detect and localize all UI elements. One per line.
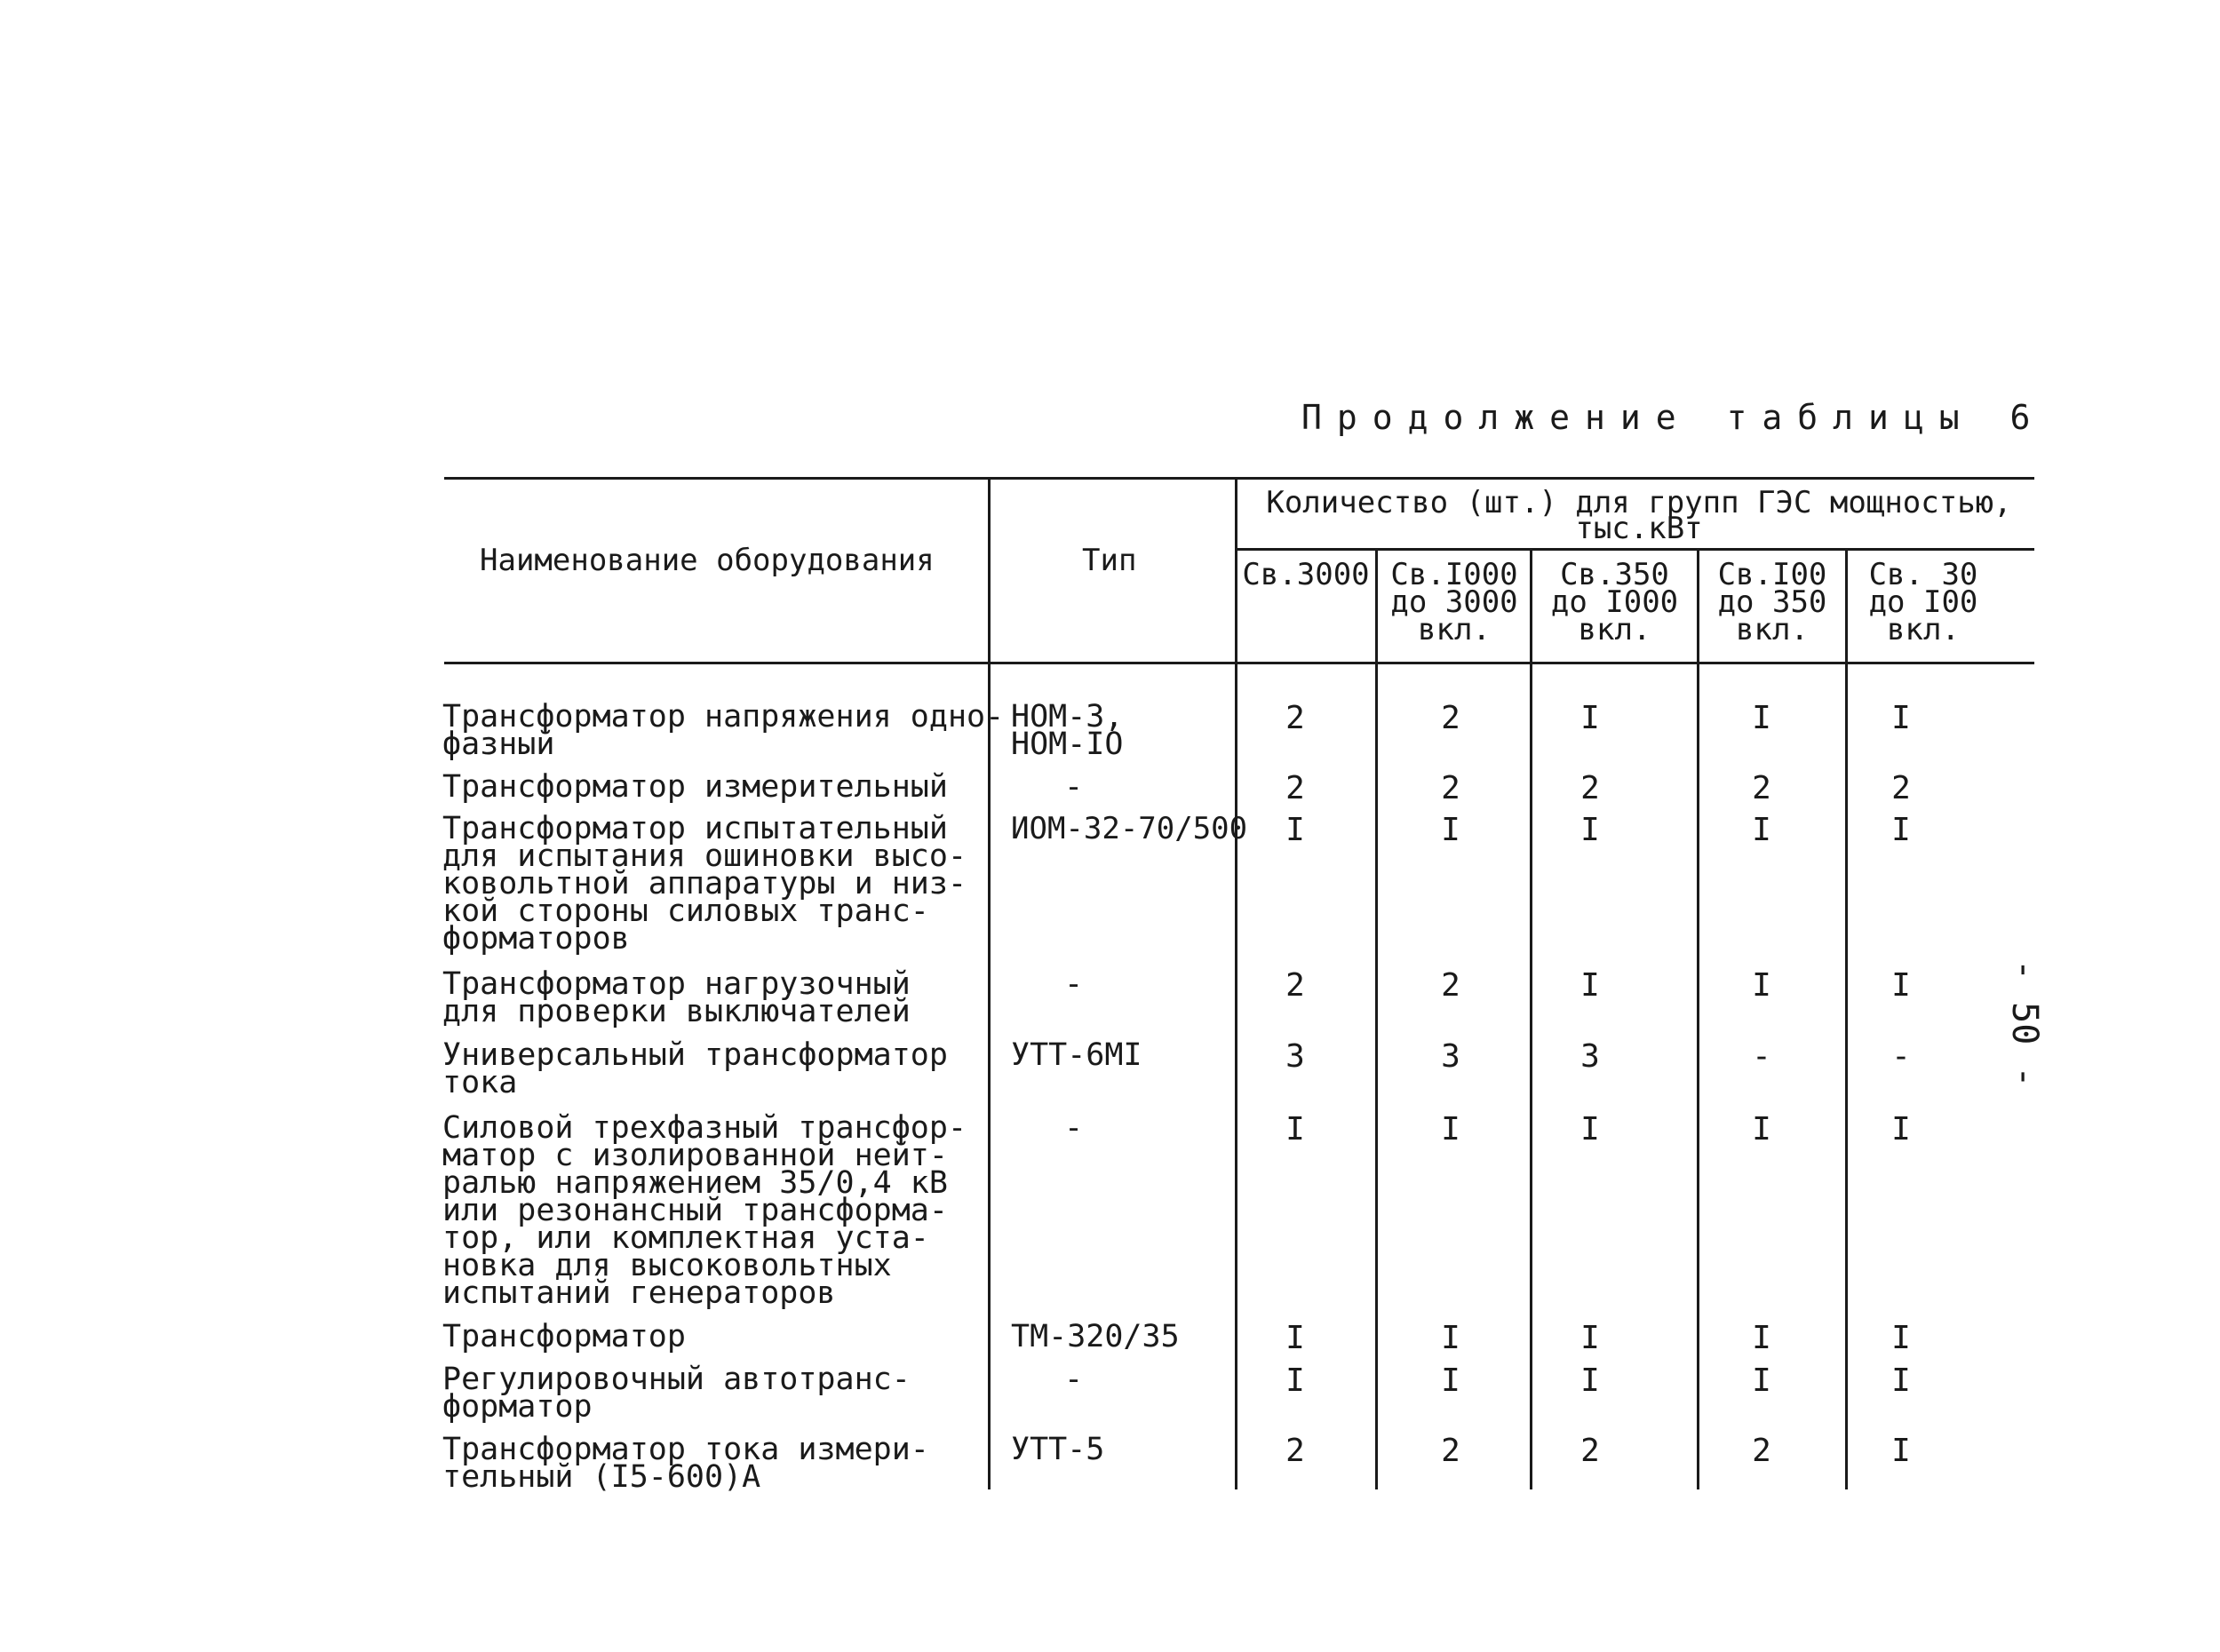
header-group-5: Св. 30 до I00 вкл. — [1868, 557, 1978, 647]
row-value: I — [1580, 1320, 1600, 1356]
row-equipment-name: Силовой трехфазный трансфор- матор с изолированной нейт- ралью напряжением 35/0,4 кВ или резонансный трансформа- тор, или комплектная уста- новка для высоковольтных испытаний генераторов — [442, 1110, 967, 1311]
row-value: I — [1580, 1362, 1600, 1399]
row-value: I — [1285, 1111, 1305, 1148]
row-value: I — [1891, 812, 1911, 848]
row-type: НОМ-3, НОМ-IO — [1011, 699, 1124, 762]
row-value: 3 — [1580, 1038, 1600, 1075]
row-value: 2 — [1441, 967, 1460, 1004]
row-value: 2 — [1285, 770, 1305, 806]
row-value: I — [1891, 1433, 1911, 1469]
header-group-2: Св.I000 до 3000 вкл. — [1390, 557, 1518, 647]
row-value: 2 — [1580, 770, 1600, 806]
column-divider — [1235, 477, 1237, 1489]
row-type: ТМ-320/35 — [1011, 1319, 1180, 1354]
row-value: I — [1891, 1362, 1911, 1399]
row-type: - — [1064, 1362, 1084, 1397]
column-divider — [1530, 549, 1532, 1489]
row-value: - — [1891, 1038, 1911, 1075]
column-divider — [1697, 549, 1699, 1489]
row-value: I — [1285, 812, 1305, 848]
row-value: 2 — [1285, 967, 1305, 1004]
column-divider — [1375, 549, 1378, 1489]
row-value: 3 — [1441, 1038, 1460, 1075]
row-equipment-name: Регулировочный автотранс- форматор — [442, 1362, 911, 1425]
row-value: I — [1441, 1362, 1460, 1399]
row-value: 2 — [1752, 770, 1771, 806]
column-divider — [988, 477, 991, 1489]
page-number: - 50 - — [2004, 959, 2045, 1088]
row-equipment-name: Трансформатор испытательный для испытания ошиновки высо- ковольтной аппаратуры и низ- кой стороны силовых транс- форматоров — [442, 811, 967, 957]
row-type: ИОМ-32-70/500 — [1011, 811, 1248, 846]
row-value: I — [1441, 1320, 1460, 1356]
row-value: I — [1285, 1362, 1305, 1399]
row-value: I — [1891, 1320, 1911, 1356]
row-equipment-name: Трансформатор измерительный — [442, 769, 948, 805]
row-value: I — [1441, 812, 1460, 848]
row-value: 2 — [1441, 770, 1460, 806]
row-value: I — [1580, 967, 1600, 1004]
row-value: 2 — [1441, 1433, 1460, 1469]
header-group-3: Св.350 до I000 вкл. — [1550, 557, 1679, 647]
row-equipment-name: Трансформатор нагрузочный для проверки выключателей — [442, 966, 911, 1029]
row-equipment-name: Трансформатор тока измери- тельный (I5-600)А — [442, 1432, 929, 1495]
row-value: I — [1891, 1111, 1911, 1148]
row-type: УТТ-6МI — [1011, 1037, 1142, 1073]
row-value: I — [1580, 812, 1600, 848]
row-value: I — [1891, 967, 1911, 1004]
row-value: 3 — [1285, 1038, 1305, 1075]
row-equipment-name: Трансформатор — [442, 1319, 686, 1354]
row-value: I — [1891, 700, 1911, 736]
table-caption: Продолжение таблицы 6 — [1301, 398, 2046, 437]
table-top-rule — [444, 477, 2034, 480]
row-value: 2 — [1441, 700, 1460, 736]
header-group-1: Св.3000 — [1242, 557, 1370, 592]
row-value: - — [1752, 1038, 1771, 1075]
row-value: I — [1752, 1362, 1771, 1399]
row-value: I — [1752, 1320, 1771, 1356]
row-equipment-name: Универсальный трансформатор тока — [442, 1037, 948, 1100]
row-value: 2 — [1285, 700, 1305, 736]
row-value: 2 — [1285, 1433, 1305, 1469]
row-type: - — [1064, 769, 1084, 805]
row-value: I — [1752, 812, 1771, 848]
row-type: УТТ-5 — [1011, 1432, 1105, 1467]
row-value: 2 — [1752, 1433, 1771, 1469]
row-value: I — [1441, 1111, 1460, 1148]
row-value: 2 — [1891, 770, 1911, 806]
row-type: - — [1064, 1110, 1084, 1146]
row-value: I — [1580, 700, 1600, 736]
row-type: - — [1064, 966, 1084, 1002]
row-equipment-name: Трансформатор напряжения одно- фазный — [442, 699, 1005, 762]
group-header-rule — [1235, 548, 2034, 551]
header-bottom-rule — [444, 662, 2034, 664]
row-value: I — [1580, 1111, 1600, 1148]
row-value: I — [1752, 967, 1771, 1004]
header-group-4: Св.I00 до 350 вкл. — [1717, 557, 1827, 647]
header-quantity-group: Количество (шт.) для групп ГЭС мощностью, тыс.кВт — [1266, 485, 2012, 546]
row-value: 2 — [1580, 1433, 1600, 1469]
header-type: Тип — [1082, 543, 1137, 578]
row-value: I — [1285, 1320, 1305, 1356]
header-name: Наименование оборудования — [480, 543, 935, 578]
row-value: I — [1752, 1111, 1771, 1148]
row-value: I — [1752, 700, 1771, 736]
